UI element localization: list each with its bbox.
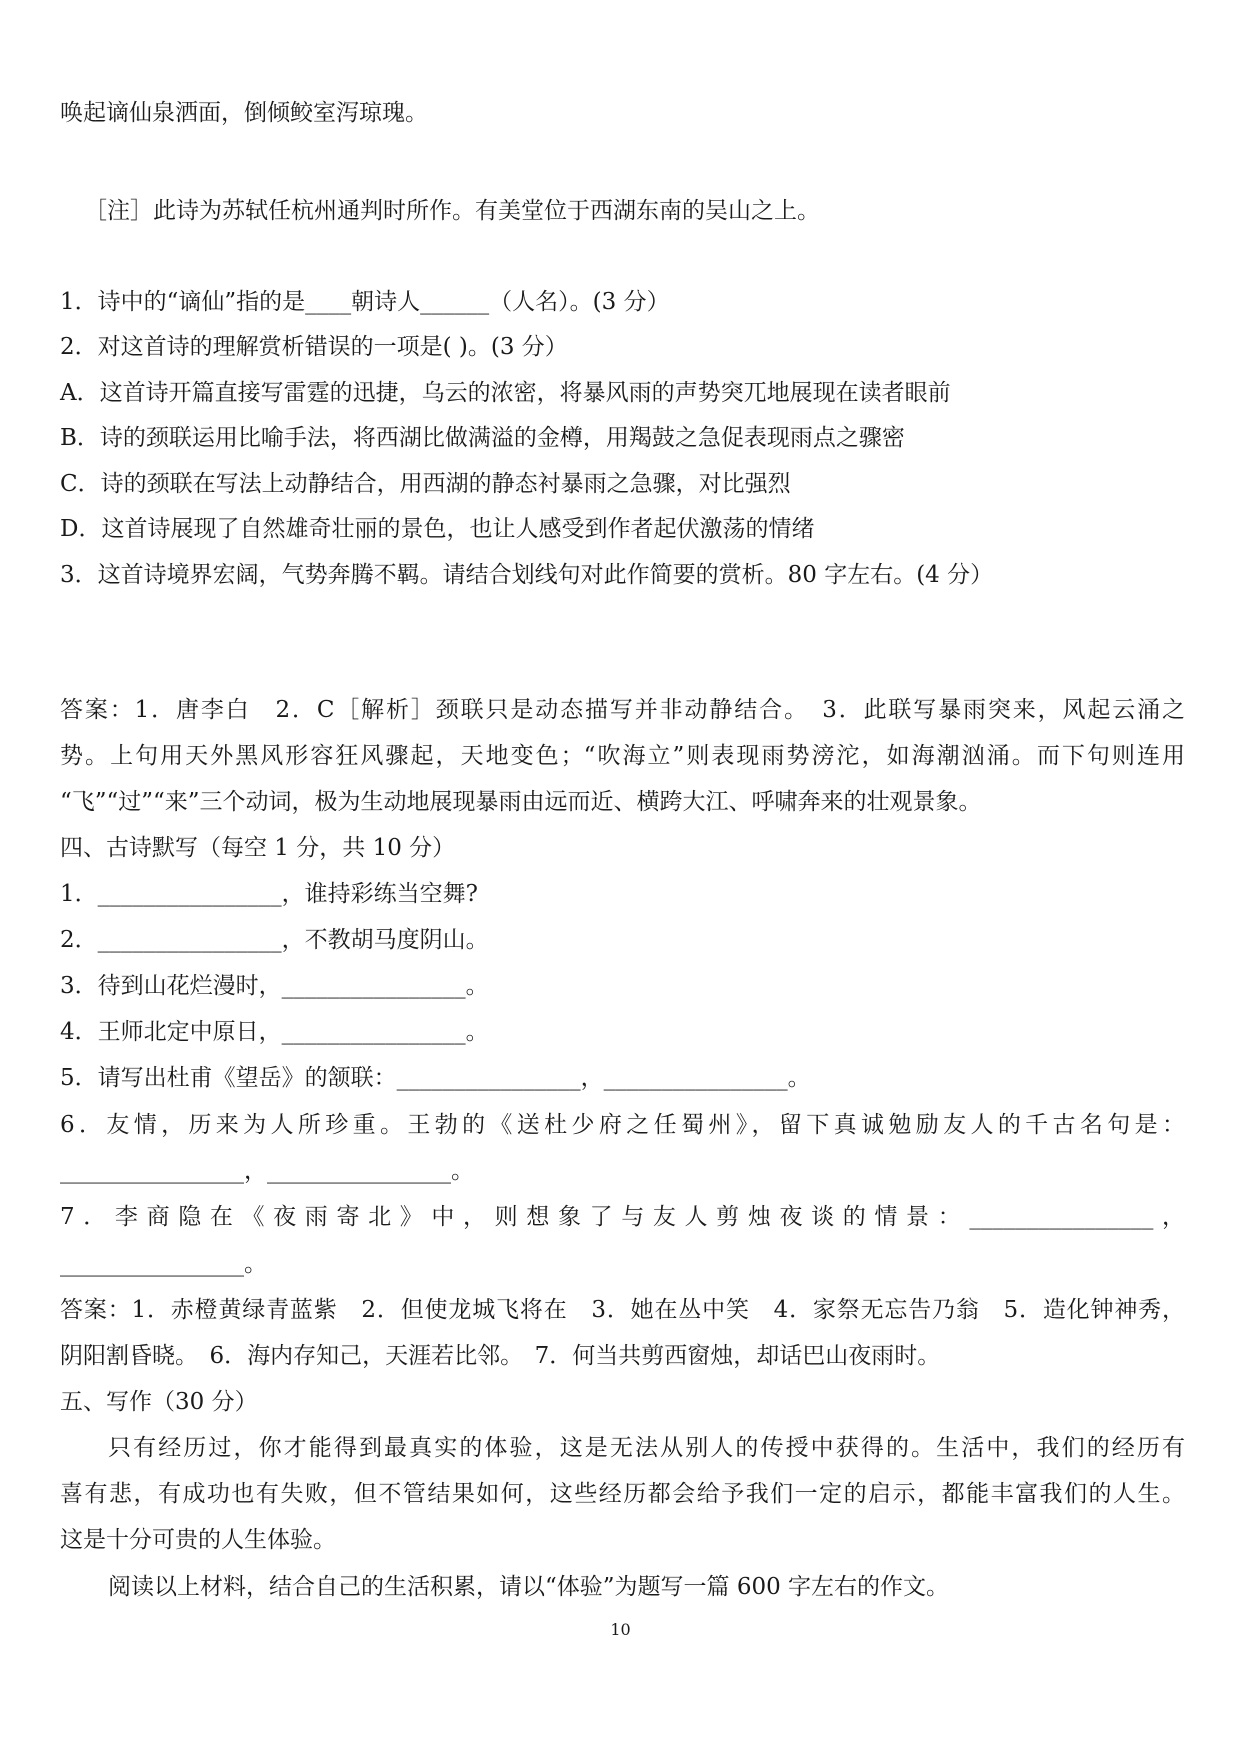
answer-1-line-1: 答案：1．唐李白 2．C［解析］颈联只是动态描写并非动静结合。 3．此联写暴雨突来，风起云涌之 xyxy=(60,697,1185,723)
writing-instruction: 阅读以上材料，结合自己的生活积累，请以“体验”为题写一篇 600 字左右的作文。 xyxy=(108,1574,950,1600)
answer-1-line-3: “飞”“过”“来”三个动词，极为生动地展现暴雨由远而近、横跨大江、呼啸奔来的壮观景象。 xyxy=(60,789,982,815)
answer-2-line-1: 答案：1．赤橙黄绿青蓝紫 2．但使龙城飞将在 3．她在丛中笑 4．家祭无忘告乃翁 5．造化钟神秀， xyxy=(60,1297,1185,1323)
poem-last-line: 唤起谪仙泉洒面，倒倾鲛室泻琼瑰。 xyxy=(60,100,428,126)
writing-prompt-line-3: 这是十分可贵的人生体验。 xyxy=(60,1527,336,1553)
recite-item-1: 1．________________，谁持彩练当空舞? xyxy=(60,881,478,907)
question-3: 3．这首诗境界宏阔，气势奔腾不羁。请结合划线句对此作简要的赏析。80 字左右。(4 分） xyxy=(60,562,994,588)
question-2: 2．对这首诗的理解赏析错误的一项是( )。(3 分） xyxy=(60,334,568,360)
recite-item-7: 7．李商隐在《夜雨寄北》中，则想象了与友人剪烛夜谈的情景：________________， xyxy=(60,1204,1185,1230)
poem-note: ［注］此诗为苏轼任杭州通判时所作。有美堂位于西湖东南的吴山之上。 xyxy=(84,198,820,224)
section-5-heading: 五、写作（30 分） xyxy=(60,1389,258,1415)
option-b: B．诗的颈联运用比喻手法，将西湖比做满溢的金樽，用羯鼓之急促表现雨点之骤密 xyxy=(60,425,905,451)
question-1: 1．诗中的“谪仙”指的是____朝诗人______（人名）。(3 分） xyxy=(60,289,670,315)
option-d: D．这首诗展现了自然雄奇壮丽的景色，也让人感受到作者起伏激荡的情绪 xyxy=(60,516,815,542)
recite-item-6: 6．友情，历来为人所珍重。王勃的《送杜少府之任蜀州》，留下真诚勉励友人的千古名句是： xyxy=(60,1112,1185,1138)
recite-item-2: 2．________________，不教胡马度阴山。 xyxy=(60,927,489,953)
option-c: C．诗的颈联在写法上动静结合，用西湖的静态衬暴雨之急骤，对比强烈 xyxy=(60,471,791,497)
recite-item-4: 4．王师北定中原日，________________。 xyxy=(60,1019,489,1045)
section-4-heading: 四、古诗默写（每空 1 分，共 10 分） xyxy=(60,835,456,861)
option-a: A．这首诗开篇直接写雷霆的迅捷，乌云的浓密，将暴风雨的声势突兀地展现在读者眼前 xyxy=(60,380,951,406)
writing-prompt-line-1: 只有经历过，你才能得到最真实的体验，这是无法从别人的传授中获得的。生活中，我们的经历有 xyxy=(108,1435,1185,1461)
recite-item-7-blank: ________________。 xyxy=(60,1251,267,1277)
writing-prompt-line-2: 喜有悲，有成功也有失败，但不管结果如何，这些经历都会给予我们一定的启示，都能丰富我们的人生。 xyxy=(60,1481,1185,1507)
answer-1-line-2: 势。上句用天外黑风形容狂风骤起，天地变色；“吹海立”则表现雨势滂沱，如海潮汹涌。而下句则连用 xyxy=(60,743,1185,769)
recite-item-6-blanks: ________________，________________。 xyxy=(60,1158,474,1184)
recite-item-5: 5．请写出杜甫《望岳》的颔联：________________，________________。 xyxy=(60,1065,811,1091)
page-number: 10 xyxy=(610,1620,631,1639)
answer-2-line-2: 阴阳割昏晓。 6．海内存知己，天涯若比邻。 7．何当共剪西窗烛，却话巴山夜雨时。 xyxy=(60,1343,941,1369)
recite-item-3: 3．待到山花烂漫时，________________。 xyxy=(60,973,489,999)
